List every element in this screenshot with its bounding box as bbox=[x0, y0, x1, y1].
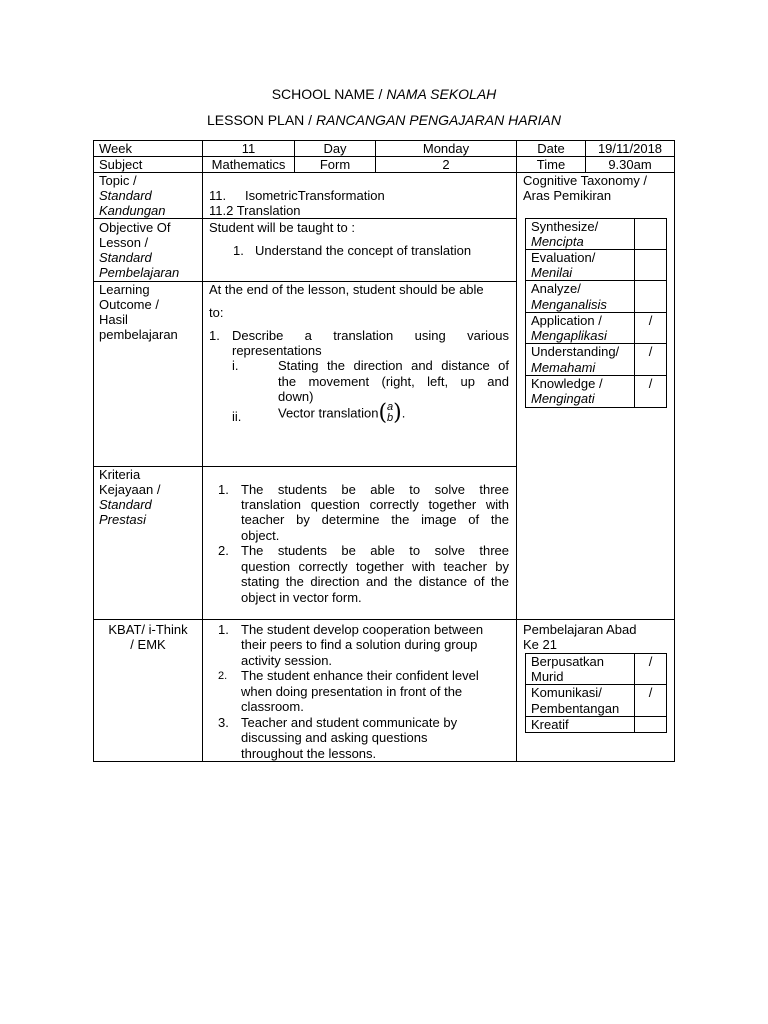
kbat-label-1: KBAT/ i-Think bbox=[108, 622, 188, 637]
kbat-item-line: Teacher and student communicate by bbox=[241, 715, 458, 730]
objective-intro: Student will be taught to : bbox=[209, 220, 355, 235]
kbat-item-number: 3. bbox=[218, 715, 229, 730]
abad21-item-mark: / bbox=[648, 654, 653, 669]
criteria-item-line: object. bbox=[241, 528, 280, 543]
outcome-intro-1: At the end of the lesson, student should be able bbox=[209, 282, 484, 297]
outcome-sub1-line-3: down) bbox=[278, 389, 314, 404]
kbat-label-2: / EMK bbox=[130, 637, 166, 652]
time-value: 9.30am bbox=[608, 157, 652, 172]
row-line-criteria bbox=[93, 619, 675, 620]
day-value: Monday bbox=[422, 141, 470, 156]
form-label: Form bbox=[319, 157, 351, 172]
taxonomy-level-ms: Mengingati bbox=[531, 391, 595, 406]
kbat-item-line: discussing and asking questions bbox=[241, 730, 428, 745]
outcome-label-2: Outcome / bbox=[99, 297, 159, 312]
criteria-item-line: teacher by determine the image of the bbox=[241, 512, 509, 527]
vector-top: a bbox=[387, 401, 394, 413]
form-value: 2 bbox=[442, 157, 450, 172]
objective-item-text: Understand the concept of translation bbox=[255, 243, 472, 258]
taxonomy-level-en: Synthesize/ bbox=[531, 219, 599, 234]
kbat-item-line: throughout the lessons. bbox=[241, 746, 377, 761]
objective-item-number: 1. bbox=[233, 243, 244, 258]
kbat-item-line: their peers to find a solution during group bbox=[241, 637, 478, 652]
criteria-item-line: The students be able to solve three bbox=[241, 543, 509, 558]
topic-number: 11. bbox=[209, 188, 227, 203]
outcome-item-line-2: representations bbox=[232, 343, 322, 358]
taxonomy-line bbox=[525, 407, 667, 408]
day-label: Day bbox=[323, 141, 347, 156]
objective-label-2: Lesson / bbox=[99, 235, 149, 250]
vector-close-paren: ) bbox=[393, 400, 402, 426]
week-value: 11 bbox=[241, 141, 256, 156]
abad21-item-line-1: Kreatif bbox=[531, 717, 569, 732]
criteria-label-2: Kejayaan / bbox=[99, 482, 161, 497]
taxonomy-title-2: Aras Pemikiran bbox=[523, 188, 612, 203]
taxonomy-border-left bbox=[525, 218, 526, 408]
kbat-item-line: classroom. bbox=[241, 699, 304, 714]
outcome-sub1-line-2: the movement (right, left, up and bbox=[278, 374, 509, 389]
abad21-title-1: Pembelajaran Abad bbox=[523, 622, 637, 637]
criteria-item-line: translation question correctly together with bbox=[241, 497, 509, 512]
week-label: Week bbox=[99, 141, 132, 156]
criteria-item-number: 2. bbox=[218, 543, 229, 558]
lesson-plan-table bbox=[93, 140, 675, 762]
taxonomy-level-mark: / bbox=[648, 344, 653, 359]
kbat-item-number: 1. bbox=[218, 622, 229, 637]
topic-label-ms-2: Kandungan bbox=[99, 203, 166, 218]
col-divider-content bbox=[516, 140, 517, 762]
taxonomy-level-mark: / bbox=[648, 376, 653, 391]
criteria-item-line: The students be able to solve three bbox=[241, 482, 509, 497]
table-border-left bbox=[93, 140, 94, 762]
taxonomy-level-en: Analyze/ bbox=[531, 281, 581, 296]
table-border-bottom bbox=[93, 761, 675, 762]
kbat-item-number: 2. bbox=[218, 670, 228, 682]
outcome-item-number: 1. bbox=[209, 328, 220, 343]
taxonomy-level-en: Knowledge / bbox=[531, 376, 603, 391]
outcome-sub1-line-1: Stating the direction and distance of bbox=[278, 358, 509, 373]
outcome-label-1: Learning bbox=[99, 282, 150, 297]
outcome-item-line-1: Describe a translation using various bbox=[232, 328, 509, 343]
lesson-plan-label-ms: RANCANGAN PENGAJARAN HARIAN bbox=[315, 112, 561, 128]
topic-label: Topic / bbox=[99, 173, 137, 188]
criteria-item-line: stating the direction and the distance of the bbox=[241, 574, 509, 589]
abad21-title-2: Ke 21 bbox=[523, 637, 557, 652]
taxonomy-level-en: Evaluation/ bbox=[531, 250, 596, 265]
outcome-label-3: Hasil bbox=[99, 312, 128, 327]
taxonomy-level-mark: / bbox=[648, 313, 653, 328]
criteria-label-1: Kriteria bbox=[99, 467, 141, 482]
row-line-outcome bbox=[93, 466, 517, 467]
taxonomy-level-ms: Memahami bbox=[531, 360, 596, 375]
kbat-item-line: The student enhance their confident level bbox=[241, 668, 479, 683]
objective-label-ms-2: Pembelajaran bbox=[99, 265, 180, 280]
vector-open-paren: ( bbox=[378, 400, 388, 426]
school-name-label-ms: NAMA SEKOLAH bbox=[386, 86, 497, 102]
criteria-item-line: object in vector form. bbox=[241, 590, 362, 605]
abad21-border-right bbox=[666, 653, 667, 733]
taxonomy-level-ms: Menganalisis bbox=[531, 297, 607, 312]
school-name-heading bbox=[0, 87, 768, 103]
taxonomy-table bbox=[525, 218, 667, 408]
subject-label: Subject bbox=[99, 157, 143, 172]
taxonomy-title-1: Cognitive Taxonomy / bbox=[523, 173, 648, 188]
vector-end: . bbox=[401, 405, 406, 421]
vector-bottom: b bbox=[387, 412, 394, 424]
outcome-sub2-text bbox=[278, 402, 405, 424]
date-label: Date bbox=[537, 141, 565, 156]
kbat-item-line: activity session. bbox=[241, 653, 333, 668]
topic-label-ms-1: Standard bbox=[99, 188, 152, 203]
outcome-intro-2: to: bbox=[209, 305, 224, 320]
abad21-border-left bbox=[525, 653, 526, 733]
time-label: Time bbox=[536, 157, 566, 172]
criteria-item-line: question correctly together with teacher by bbox=[241, 559, 509, 574]
abad21-item-line-1: Komunikasi/ bbox=[531, 685, 602, 700]
taxonomy-level-en: Understanding/ bbox=[531, 344, 620, 359]
abad21-item-line-1: Berpusatkan bbox=[531, 654, 604, 669]
kbat-item-line: The student develop cooperation between bbox=[241, 622, 484, 637]
topic-title: IsometricTransformation bbox=[245, 188, 385, 203]
date-value: 19/11/2018 bbox=[597, 141, 663, 156]
criteria-label-ms-1: Standard bbox=[99, 497, 152, 512]
criteria-item-number: 1. bbox=[218, 482, 229, 497]
outcome-sub2-number: ii. bbox=[232, 409, 242, 424]
taxonomy-level-en: Application / bbox=[531, 313, 602, 328]
outcome-sub1-number: i. bbox=[232, 358, 239, 373]
taxonomy-level-ms: Menilai bbox=[531, 265, 573, 280]
abad21-item-line-2: Pembentangan bbox=[531, 701, 620, 716]
objective-label-ms-1: Standard bbox=[99, 250, 152, 265]
criteria-label-ms-2: Prestasi bbox=[99, 512, 146, 527]
outcome-label-4: pembelajaran bbox=[99, 327, 178, 342]
table-border-right bbox=[674, 140, 675, 762]
vector-translation-label: Vector translation bbox=[278, 405, 379, 421]
lesson-plan-label: LESSON PLAN / bbox=[207, 112, 316, 128]
lesson-plan-heading bbox=[0, 113, 768, 129]
taxonomy-level-ms: Mencipta bbox=[531, 234, 584, 249]
taxonomy-level-ms: Mengaplikasi bbox=[531, 328, 607, 343]
col-divider-label bbox=[202, 140, 203, 762]
school-name-label: SCHOOL NAME / bbox=[271, 86, 387, 102]
abad21-item-line-2: Murid bbox=[531, 669, 564, 684]
abad21-table bbox=[525, 653, 667, 733]
topic-subtitle: 11.2 Translation bbox=[209, 203, 301, 218]
abad21-item-mark: / bbox=[648, 685, 653, 700]
taxonomy-border-right bbox=[666, 218, 667, 408]
subject-value: Mathematics bbox=[211, 157, 286, 172]
objective-label-1: Objective Of bbox=[99, 220, 171, 235]
kbat-item-line: when doing presentation in front of the bbox=[241, 684, 463, 699]
